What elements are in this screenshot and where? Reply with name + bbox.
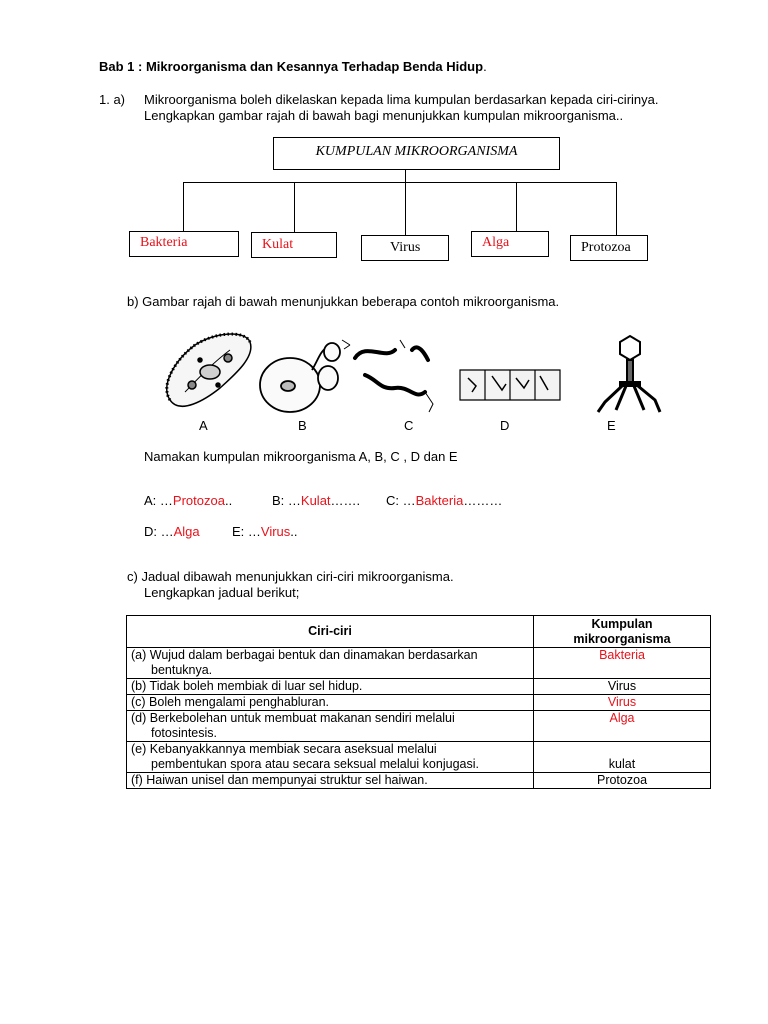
table-row (127, 695, 711, 711)
table-row (127, 742, 711, 773)
table-row (127, 773, 711, 789)
table-cell-group: Virus (534, 679, 711, 695)
connector-line (183, 182, 616, 183)
question-1a-line1: Mikroorganisma boleh dikelaskan kepada lima kumpulan berdasarkan kepada ciri-cirinya. (144, 92, 659, 107)
answer-e: E: …Virus.. (232, 524, 298, 539)
yeast-illustration (260, 343, 340, 412)
table-header-kumpulan: Kumpulan mikroorganisma (534, 616, 711, 648)
diagram-group-kulat: Kulat (251, 232, 337, 258)
microorganism-illustrations (150, 330, 670, 420)
question-1c-line1: c) Jadual dibawah menunjukkan ciri-ciri mikroorganisma. (127, 569, 454, 584)
table-header-row (127, 616, 711, 648)
answer-c: C: …Bakteria……… (386, 493, 503, 508)
table-row (127, 679, 711, 695)
table-row (127, 711, 711, 742)
image-label-e: E (607, 418, 616, 433)
answer-b: B: …Kulat……. (272, 493, 361, 508)
connector-line (405, 182, 406, 235)
connector-line (294, 182, 295, 232)
table-cell-group: Protozoa (534, 773, 711, 789)
table-cell-trait: (e) Kebanyakkannya membiak secara aseksual melalui pembentukan spora atau secara seksual melalui konjugasi. (127, 742, 534, 773)
table-cell-group: Alga (534, 711, 711, 742)
algae-illustration (460, 370, 560, 400)
connector-line (516, 182, 517, 231)
table-cell-group: kulat (534, 742, 711, 773)
image-label-a: A (199, 418, 208, 433)
image-label-b: B (298, 418, 307, 433)
image-label-c: C (404, 418, 414, 433)
connector-line (183, 182, 184, 231)
table-cell-trait: (f) Haiwan unisel dan mempunyai struktur sel haiwan. (127, 773, 534, 789)
answer-a: A: …Protozoa.. (144, 493, 233, 508)
table-cell-trait: (a) Wujud dalam berbagai bentuk dan dinamakan berdasarkan bentuknya. (127, 648, 534, 679)
diagram-group-bakteria: Bakteria (129, 231, 239, 257)
characteristics-table (126, 615, 711, 789)
answer-d: D: …Alga (144, 524, 200, 539)
connector-line (405, 170, 406, 182)
connector-line (616, 182, 617, 235)
question-1b-instruction: Namakan kumpulan mikroorganisma A, B, C , D dan E (144, 449, 458, 464)
diagram-group-protozoa: Protozoa (570, 235, 648, 261)
table-cell-group: Bakteria (534, 648, 711, 679)
diagram-group-alga: Alga (471, 231, 549, 257)
question-number: 1. a) (99, 92, 126, 107)
diagram-group-virus: Virus (361, 235, 449, 261)
image-label-d: D (500, 418, 510, 433)
question-1c-line2: Lengkapkan jadual berikut; (144, 585, 300, 600)
table-cell-trait: (d) Berkebolehan untuk membuat makanan sendiri melalui fotosintesis. (127, 711, 534, 742)
table-cell-trait: (c) Boleh mengalami penghabluran. (127, 695, 534, 711)
question-1b-text: b) Gambar rajah di bawah menunjukkan beberapa contoh mikroorganisma. (127, 294, 560, 309)
table-cell-group: Virus (534, 695, 711, 711)
table-row (127, 648, 711, 679)
bacteria-illustration (342, 340, 433, 412)
table-cell-trait: (b) Tidak boleh membiak di luar sel hidup. (127, 679, 534, 695)
question-1a-line2: Lengkapkan gambar rajah di bawah bagi menunjukkan kumpulan mikroorganisma.. (144, 108, 624, 123)
table-header-ciri: Ciri-ciri (127, 616, 534, 648)
diagram-root-box: KUMPULAN MIKROORGANISMA (273, 137, 560, 170)
page-title: Bab 1 : Mikroorganisma dan Kesannya Terhadap Benda Hidup. (99, 59, 487, 74)
paramecium-illustration (167, 334, 251, 406)
bacteriophage-illustration (598, 336, 660, 412)
